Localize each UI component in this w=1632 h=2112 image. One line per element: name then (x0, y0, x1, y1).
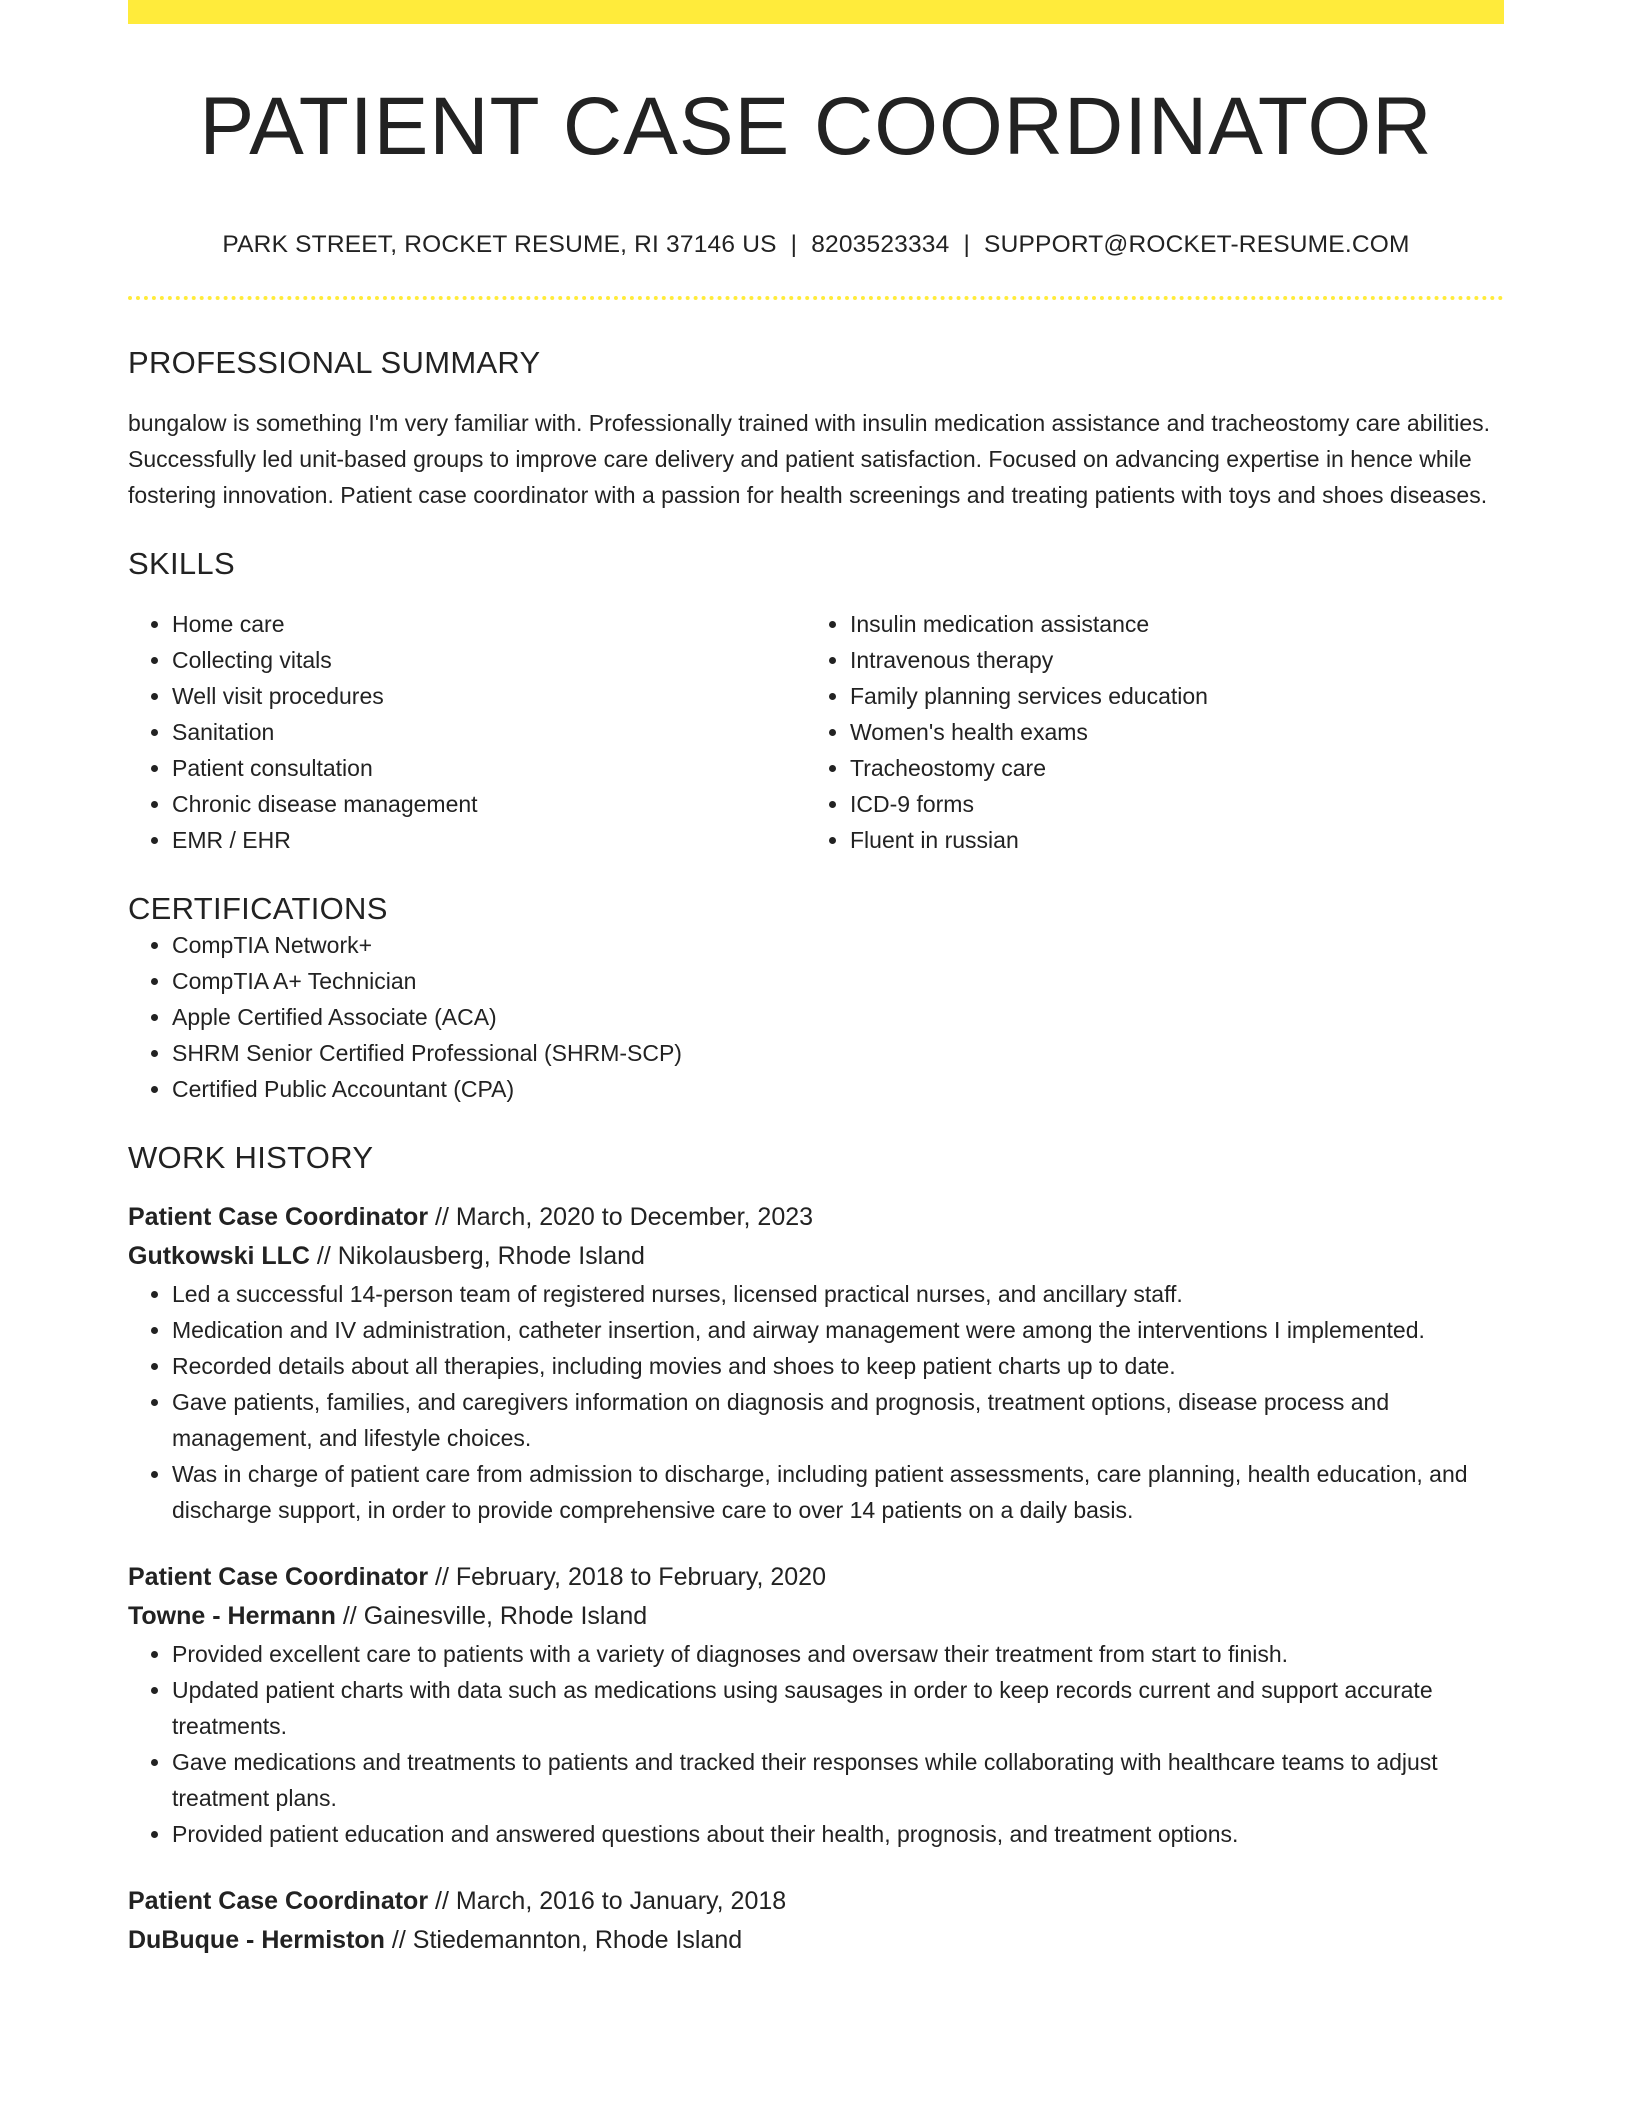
job-bullets (128, 1276, 1504, 1528)
contact-email: SUPPORT@ROCKET-RESUME.COM (984, 231, 1410, 259)
skills-list-left (128, 606, 806, 858)
resume-page (128, 0, 1504, 1960)
skill-item: • Well visit procedures (172, 678, 806, 714)
certifications-heading: CERTIFICATIONS (128, 890, 388, 926)
job-separator: // (316, 1242, 331, 1271)
job-bullet: • Medication and IV administration, catheter insertion, and airway management were among the interventions I implemented. (172, 1312, 1504, 1348)
skill-item: • EMR / EHR (172, 822, 806, 858)
job-dates: February, 2018 to February, 2020 (455, 1563, 826, 1592)
certification-item: • Apple Certified Associate (ACA) (172, 999, 1504, 1035)
job-bullet: • Provided patient education and answered questions about their health, prognosis, and treatment options. (172, 1816, 1504, 1852)
skill-item: • Patient consultation (172, 750, 806, 786)
skill-item: • Insulin medication assistance (850, 606, 1484, 642)
job-company-line (128, 1597, 1504, 1636)
job-separator: // (342, 1602, 357, 1631)
header-divider (128, 296, 1504, 300)
skill-item: • ICD-9 forms (850, 786, 1484, 822)
contact-address: PARK STREET, ROCKET RESUME, RI 37146 US (222, 231, 777, 259)
job-company: Towne - Hermann (128, 1602, 336, 1631)
job-title: Patient Case Coordinator (128, 1563, 429, 1592)
certification-item: • SHRM Senior Certified Professional (SHRM-SCP) (172, 1035, 1504, 1071)
job-bullet: • Updated patient charts with data such as medications using sausages in order to keep records current and support accurate treatments. (172, 1672, 1504, 1744)
job-entry (128, 1198, 1504, 1528)
job-bullet: • Gave patients, families, and caregivers information on diagnosis and prognosis, treatment options, disease process and management, and lifestyle choices. (172, 1384, 1504, 1456)
certification-item: • CompTIA A+ Technician (172, 963, 1504, 999)
job-title: Patient Case Coordinator (128, 1887, 429, 1916)
certification-item: • Certified Public Accountant (CPA) (172, 1071, 1504, 1107)
skills-column-left (128, 606, 806, 858)
job-title: Patient Case Coordinator (128, 1203, 429, 1232)
certifications-list (128, 927, 1504, 1107)
job-bullet: • Gave medications and treatments to patients and tracked their responses while collaborating with healthcare teams to adjust treatment plans. (172, 1744, 1504, 1816)
job-separator: // (435, 1203, 449, 1232)
job-location: Stiedemannton, Rhode Island (412, 1926, 743, 1955)
job-bullet: • Led a successful 14-person team of registered nurses, licensed practical nurses, and ancillary staff. (172, 1276, 1504, 1312)
skills-list-right (806, 606, 1484, 858)
contact-line (128, 230, 1504, 259)
skill-item: • Family planning services education (850, 678, 1484, 714)
contact-separator: | (790, 231, 798, 259)
skills-heading: SKILLS (128, 545, 235, 581)
job-company: DuBuque - Hermiston (128, 1926, 385, 1955)
summary-heading: PROFESSIONAL SUMMARY (128, 344, 541, 380)
job-company-line (128, 1237, 1504, 1276)
job-bullet: • Provided excellent care to patients with a variety of diagnoses and oversaw their treatment from start to finish. (172, 1636, 1504, 1672)
job-bullets (128, 1636, 1504, 1852)
skills-columns (128, 606, 1504, 858)
work-history-heading: WORK HISTORY (128, 1140, 374, 1176)
job-title-line (128, 1882, 1504, 1921)
job-separator: // (391, 1926, 406, 1955)
job-entry (128, 1882, 1504, 1960)
contact-separator: | (963, 231, 971, 259)
job-title-line (128, 1558, 1504, 1597)
certification-item: • CompTIA Network+ (172, 927, 1504, 963)
skills-column-right (806, 606, 1484, 858)
job-title-line (128, 1198, 1504, 1237)
job-entry (128, 1558, 1504, 1852)
contact-phone: 8203523334 (811, 231, 950, 259)
top-accent-bar (128, 0, 1504, 24)
job-separator: // (435, 1887, 449, 1916)
skill-item: • Tracheostomy care (850, 750, 1484, 786)
job-company-line (128, 1921, 1504, 1960)
job-dates: March, 2020 to December, 2023 (455, 1203, 814, 1232)
skill-item: • Chronic disease management (172, 786, 806, 822)
job-location: Gainesville, Rhode Island (363, 1602, 648, 1631)
job-separator: // (435, 1563, 449, 1592)
job-company: Gutkowski LLC (128, 1242, 310, 1271)
skill-item: • Collecting vitals (172, 642, 806, 678)
skill-item: • Intravenous therapy (850, 642, 1484, 678)
job-bullet: • Recorded details about all therapies, including movies and shoes to keep patient charts up to date. (172, 1348, 1504, 1384)
job-location: Nikolausberg, Rhode Island (337, 1242, 645, 1271)
resume-title: PATIENT CASE COORDINATOR (199, 81, 1433, 172)
skill-item: • Sanitation (172, 714, 806, 750)
skill-item: • Fluent in russian (850, 822, 1484, 858)
skill-item: • Women's health exams (850, 714, 1484, 750)
summary-text: bungalow is something I'm very familiar with. Professionally trained with insulin medication assistance and tracheostomy care abilities. Successfully led unit-based groups to improve care delivery and patient satisfaction. Focused on advancing expertise in hence while fostering innovation. Patient case coordinator with a passion for health screenings and treating patients with toys and shoes diseases. (128, 409, 1491, 508)
job-dates: March, 2016 to January, 2018 (455, 1887, 787, 1916)
skill-item: • Home care (172, 606, 806, 642)
job-bullet: • Was in charge of patient care from admission to discharge, including patient assessments, care planning, health education, and discharge support, in order to provide comprehensive care to over 14 patients on a daily basis. (172, 1456, 1504, 1528)
